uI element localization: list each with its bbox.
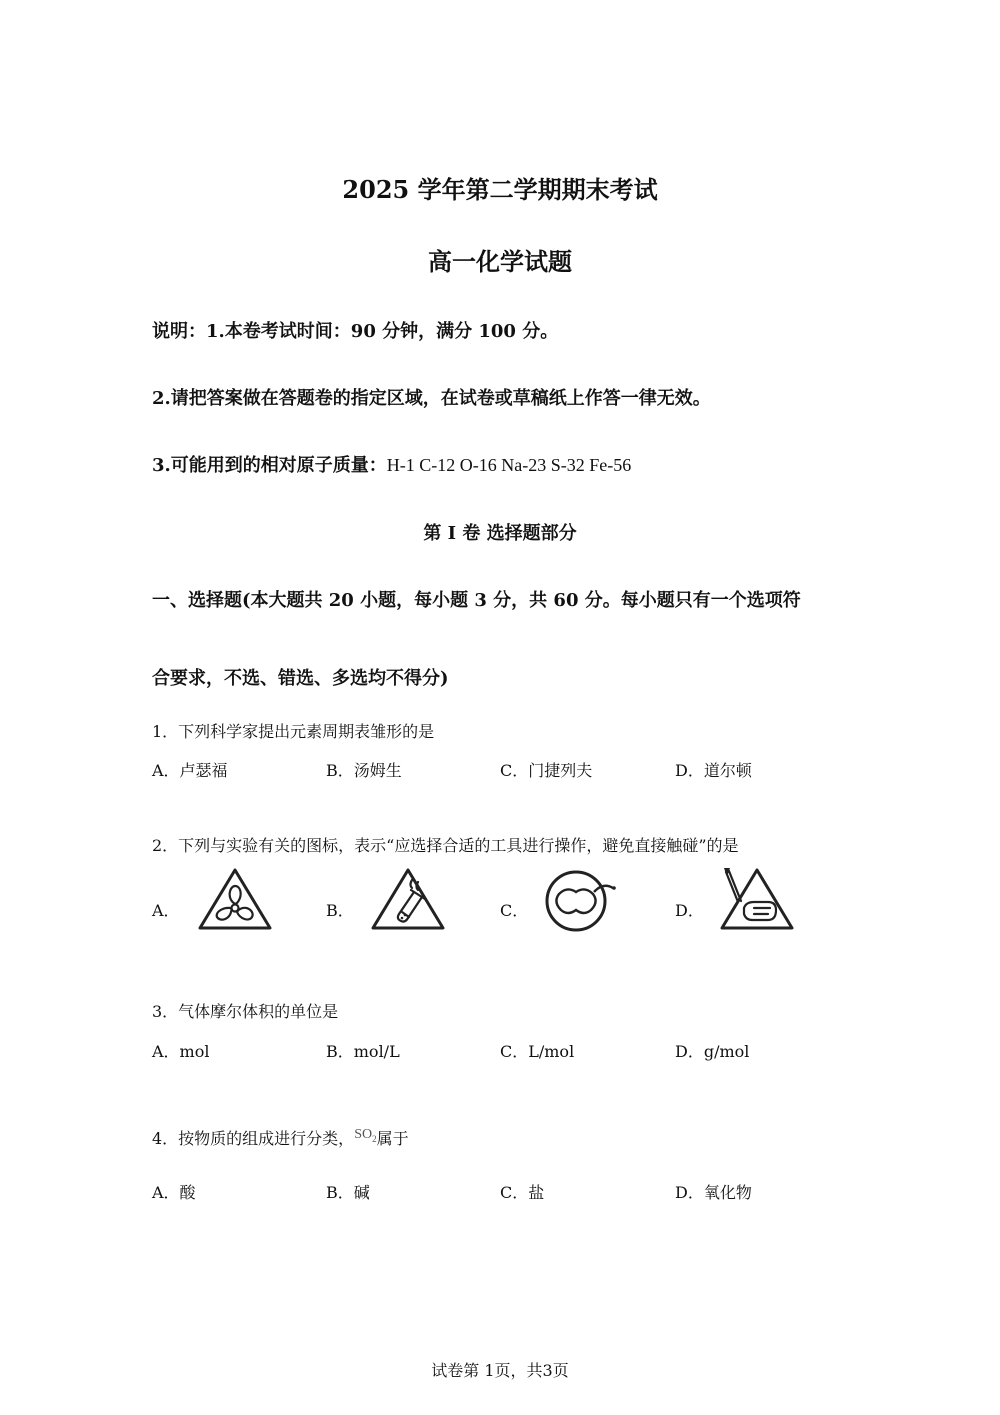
question-1-option-a: A．卢瑟福 [152, 761, 228, 780]
so2-formula: $SO_2$ [354, 1127, 377, 1144]
question-2-option-b: B． [326, 901, 354, 920]
note-line-3 [152, 451, 631, 477]
question-4-stem-after: 属于 [376, 1129, 409, 1148]
page-footer: 试卷第 1页，共3页 [431, 1361, 569, 1380]
question-4-option-c: C．盐 [500, 1183, 545, 1202]
question-4-option-b: B．碱 [326, 1183, 370, 1202]
note-line-1: 说明：1.本卷考试时间：90 分钟，满分 100 分。 [152, 321, 559, 342]
part-1-title: 第 Ⅰ 卷 选择题部分 [423, 523, 577, 544]
section-1-instructions-line-2: 合要求，不选、错选、多选均不得分) [152, 668, 449, 689]
question-4-option-a: A．酸 [152, 1183, 196, 1202]
question-1-option-d: D．道尔顿 [675, 761, 752, 780]
question-3-option-b: B．mol/L [326, 1042, 400, 1061]
question-1-option-b: B．汤姆生 [326, 761, 402, 780]
question-4-stem-before: 4．按物质的组成进行分类， [152, 1129, 355, 1148]
question-2-option-d: D． [675, 901, 704, 920]
tool-hand-icon [718, 866, 796, 936]
section-1-instructions-line-1: 一、选择题(本大题共 20 小题，每小题 3 分，共 60 分。每小题只有一个选项符 [152, 590, 801, 611]
question-3-option-a: A．mol [152, 1042, 210, 1061]
question-1-option-c: C．门捷列夫 [500, 761, 593, 780]
question-4-option-d: D．氧化物 [675, 1183, 752, 1202]
goggles-icon [543, 868, 621, 938]
note-line-2: 2.请把答案做在答题卷的指定区域，在试卷或草稿纸上作答一律无效。 [152, 388, 711, 409]
exam-subtitle: 高一化学试题 [428, 247, 572, 276]
atomic-mass-values: H-1 C-12 O-16 Na-23 S-32 Fe-56 [386, 455, 632, 475]
question-4-stem [152, 1126, 409, 1149]
question-3-stem: 3．气体摩尔体积的单位是 [152, 1002, 339, 1021]
exam-title: 2025 学年第二学期期末考试 [342, 175, 658, 204]
question-1-stem: 1．下列科学家提出元素周期表雏形的是 [152, 722, 435, 741]
question-3-option-c: C．L/mol [500, 1042, 575, 1061]
atomic-mass-label: 3.可能用到的相对原子质量： [152, 455, 387, 476]
question-3-option-d: D．g/mol [675, 1042, 750, 1061]
hot-test-tube-icon [369, 866, 447, 936]
question-2-option-c: C． [500, 901, 529, 920]
question-2-option-a: A． [152, 901, 180, 920]
question-2-stem: 2．下列与实验有关的图标，表示“应选择合适的工具进行操作，避免直接触碰”的是 [152, 836, 739, 855]
fan-hazard-icon [196, 866, 274, 936]
